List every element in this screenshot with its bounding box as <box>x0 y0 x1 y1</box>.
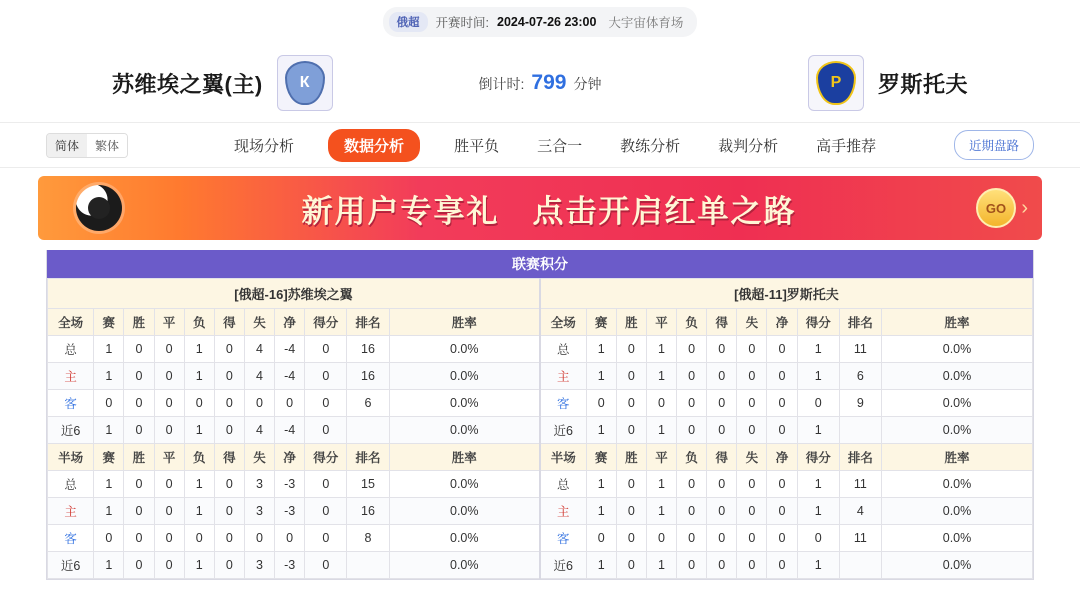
cell: 11 <box>839 525 881 552</box>
cell: 0 <box>767 390 797 417</box>
table-row <box>48 417 1033 444</box>
cell: 16 <box>347 498 389 525</box>
cell: 0.0% <box>389 336 540 363</box>
cell <box>839 417 881 444</box>
kickoff-label: 开赛时间: <box>435 16 490 30</box>
cell: 4 <box>839 498 881 525</box>
home-half-col-10: 胜率 <box>389 444 540 471</box>
cell: 0 <box>275 390 305 417</box>
cell: 1 <box>94 336 124 363</box>
cell: 0 <box>737 390 767 417</box>
cell: 0 <box>767 498 797 525</box>
cell: 1 <box>184 336 214 363</box>
cell: 3 <box>244 552 274 579</box>
home-full-col-8: 得分 <box>305 309 347 336</box>
cell: 0 <box>124 390 154 417</box>
league-standings-panel <box>46 250 1034 580</box>
home-half-col-7: 净 <box>275 444 305 471</box>
home-half-col-8: 得分 <box>305 444 347 471</box>
cell: 0 <box>154 498 184 525</box>
cell: -4 <box>275 363 305 390</box>
cell: 0 <box>616 525 646 552</box>
home-half-row3-label: 近6 <box>48 552 94 579</box>
cell: 0 <box>305 525 347 552</box>
lang-simplified[interactable]: 简体 <box>47 134 87 157</box>
cell: 0 <box>616 417 646 444</box>
cell: 11 <box>839 471 881 498</box>
cell: 0 <box>154 363 184 390</box>
cell: 0 <box>737 498 767 525</box>
cell: 0 <box>797 525 839 552</box>
cell: 0 <box>124 498 154 525</box>
cell: 0 <box>707 390 737 417</box>
table-row <box>48 390 1033 417</box>
cell: 1 <box>94 363 124 390</box>
cell: 0.0% <box>882 498 1033 525</box>
home-full-col-1: 赛 <box>94 309 124 336</box>
cell: 0 <box>767 363 797 390</box>
cell: 0 <box>124 471 154 498</box>
cell: -3 <box>275 552 305 579</box>
home-full-col-7: 净 <box>275 309 305 336</box>
cell: 1 <box>797 498 839 525</box>
cell: 0 <box>305 471 347 498</box>
cell: 1 <box>586 417 616 444</box>
cell: 0 <box>707 363 737 390</box>
cell: 0 <box>767 525 797 552</box>
cell: 0 <box>124 363 154 390</box>
cell: 1 <box>646 336 676 363</box>
home-full-col-2: 胜 <box>124 309 154 336</box>
table-row <box>48 471 1033 498</box>
cell: 0 <box>214 336 244 363</box>
cell: 0 <box>305 363 347 390</box>
home-full-col-5: 得 <box>214 309 244 336</box>
cell: 4 <box>244 336 274 363</box>
cell: 0 <box>124 552 154 579</box>
away-team[interactable] <box>808 55 968 111</box>
home-full-col-10: 胜率 <box>389 309 540 336</box>
cell: 4 <box>244 417 274 444</box>
table-row <box>48 363 1033 390</box>
cell: 0.0% <box>882 471 1033 498</box>
cell: 0 <box>94 525 124 552</box>
cell: 0 <box>707 417 737 444</box>
home-full-col-4: 负 <box>184 309 214 336</box>
away-full-col-10: 胜率 <box>882 309 1033 336</box>
away-full-col-8: 得分 <box>797 309 839 336</box>
cell: 0 <box>677 363 707 390</box>
cell: 0 <box>305 390 347 417</box>
away-team-logo <box>808 55 864 111</box>
cell: 3 <box>244 498 274 525</box>
cell: 0 <box>737 336 767 363</box>
cell: 3 <box>244 471 274 498</box>
cell: 16 <box>347 336 389 363</box>
cell: 0 <box>305 336 347 363</box>
cell: 15 <box>347 471 389 498</box>
venue-name: 大宇宙体育场 <box>608 16 684 30</box>
table-row <box>48 336 1033 363</box>
cell: 9 <box>839 390 881 417</box>
home-crest-icon: К <box>285 61 325 105</box>
away-full-col-5: 得 <box>707 309 737 336</box>
cell: 0 <box>737 525 767 552</box>
cell <box>839 552 881 579</box>
cell: -4 <box>275 336 305 363</box>
nav-item-data-analysis[interactable]: 数据分析 <box>328 129 420 162</box>
cell: 0 <box>677 336 707 363</box>
cell: 1 <box>184 498 214 525</box>
cell: 0 <box>616 336 646 363</box>
away-half-col-7: 净 <box>767 444 797 471</box>
cell: 0 <box>124 525 154 552</box>
cell: 0 <box>214 363 244 390</box>
lang-traditional[interactable]: 繁体 <box>87 134 127 157</box>
away-full-col-3: 平 <box>646 309 676 336</box>
home-half-col-9: 排名 <box>347 444 389 471</box>
cell: 1 <box>94 498 124 525</box>
countdown-unit: 分钟 <box>573 76 602 92</box>
cell: -4 <box>275 417 305 444</box>
away-half-col-8: 得分 <box>797 444 839 471</box>
home-half-row2-label: 客 <box>48 525 94 552</box>
football-icon <box>76 185 122 231</box>
cell: -3 <box>275 471 305 498</box>
away-half-col-4: 负 <box>677 444 707 471</box>
main-nav <box>0 122 1080 168</box>
cell: 0 <box>214 471 244 498</box>
cell: 6 <box>347 390 389 417</box>
away-standings-header: [俄超-11]罗斯托夫 <box>540 279 1033 309</box>
table-row <box>48 552 1033 579</box>
cell: 1 <box>94 552 124 579</box>
cell: 0 <box>677 417 707 444</box>
nav-item-coach-analysis[interactable]: 教练分析 <box>620 137 681 155</box>
away-half-col-5: 得 <box>707 444 737 471</box>
home-half-col-0: 半场 <box>48 444 94 471</box>
away-full-col-0: 全场 <box>540 309 586 336</box>
nav-item-three-in-one[interactable]: 三合一 <box>537 137 583 155</box>
cell: 0 <box>677 525 707 552</box>
cell: 0 <box>154 525 184 552</box>
cell: 0 <box>707 471 737 498</box>
away-half-col-3: 平 <box>646 444 676 471</box>
home-half-row0-label: 总 <box>48 471 94 498</box>
cell <box>347 417 389 444</box>
cell: 0.0% <box>389 471 540 498</box>
home-half-row1-label: 主 <box>48 498 94 525</box>
cell: 1 <box>797 552 839 579</box>
home-full-row0-label: 总 <box>48 336 94 363</box>
cell: 6 <box>839 363 881 390</box>
table-row <box>48 525 1033 552</box>
cell: 0.0% <box>389 525 540 552</box>
home-team[interactable] <box>112 55 333 111</box>
home-half-col-4: 负 <box>184 444 214 471</box>
cell: 0.0% <box>882 525 1033 552</box>
cell: 0.0% <box>389 498 540 525</box>
cell: 0 <box>305 498 347 525</box>
cell: 1 <box>184 363 214 390</box>
away-half-col-9: 排名 <box>839 444 881 471</box>
language-toggle[interactable] <box>46 133 128 158</box>
cell: 0 <box>124 336 154 363</box>
home-half-col-3: 平 <box>154 444 184 471</box>
away-half-row2-label: 客 <box>540 525 586 552</box>
countdown-value: 799 <box>531 71 567 94</box>
cell: 1 <box>797 417 839 444</box>
table-row <box>48 498 1033 525</box>
cell: 1 <box>797 363 839 390</box>
cell: 0 <box>305 552 347 579</box>
teams-row <box>0 44 1080 122</box>
cell: 1 <box>646 552 676 579</box>
cell: 1 <box>586 471 616 498</box>
away-full-col-6: 失 <box>737 309 767 336</box>
cell: 0 <box>797 390 839 417</box>
cell: 0 <box>767 336 797 363</box>
cell: 1 <box>586 552 616 579</box>
cell: 0.0% <box>882 363 1033 390</box>
cell: 0 <box>154 336 184 363</box>
home-standings-header: [俄超-16]苏维埃之翼 <box>48 279 540 309</box>
home-full-col-9: 排名 <box>347 309 389 336</box>
away-half-row1-label: 主 <box>540 498 586 525</box>
cell: 0 <box>154 390 184 417</box>
cell: 1 <box>184 552 214 579</box>
home-half-col-5: 得 <box>214 444 244 471</box>
cell: 16 <box>347 363 389 390</box>
away-half-col-1: 赛 <box>586 444 616 471</box>
away-full-col-7: 净 <box>767 309 797 336</box>
nav-item-win-draw-lose[interactable]: 胜平负 <box>454 137 500 155</box>
cell: 0 <box>154 471 184 498</box>
cell: 0 <box>616 498 646 525</box>
cell: 0 <box>737 417 767 444</box>
team-header-row <box>48 279 1033 309</box>
cell: 1 <box>797 471 839 498</box>
cell: 0 <box>184 390 214 417</box>
cell: 0 <box>707 552 737 579</box>
countdown-label: 倒计时: <box>478 76 525 92</box>
match-meta <box>383 7 698 37</box>
away-full-col-1: 赛 <box>586 309 616 336</box>
cell: 0 <box>677 471 707 498</box>
cell: 0.0% <box>389 552 540 579</box>
recent-odds-button[interactable]: 近期盘路 <box>954 130 1034 160</box>
cell: 1 <box>646 498 676 525</box>
cell: 0 <box>677 390 707 417</box>
match-meta-bar <box>0 0 1080 44</box>
away-full-col-2: 胜 <box>616 309 646 336</box>
nav-item-expert-picks[interactable]: 高手推荐 <box>816 137 877 155</box>
cell: 0 <box>214 552 244 579</box>
cell: 0 <box>767 417 797 444</box>
cell: 0 <box>244 525 274 552</box>
home-full-col-6: 失 <box>244 309 274 336</box>
standings-table <box>47 278 1033 579</box>
away-full-row2-label: 客 <box>540 390 586 417</box>
cell: 0 <box>646 525 676 552</box>
nav-item-referee-analysis[interactable]: 裁判分析 <box>718 137 779 155</box>
half-time-column-header-row <box>48 444 1033 471</box>
cell: 0.0% <box>389 417 540 444</box>
cell: 0 <box>305 417 347 444</box>
cell: 0 <box>677 552 707 579</box>
standings-body <box>48 279 1033 579</box>
countdown <box>479 71 602 95</box>
cell: 0 <box>154 417 184 444</box>
home-team-name: 苏维埃之翼(主) <box>112 71 263 97</box>
league-tag: 俄超 <box>389 12 428 32</box>
cell: 1 <box>184 417 214 444</box>
cell: 11 <box>839 336 881 363</box>
cell: 0 <box>586 525 616 552</box>
cell: 0.0% <box>882 336 1033 363</box>
cell: 0 <box>707 336 737 363</box>
home-full-row2-label: 客 <box>48 390 94 417</box>
cell <box>347 552 389 579</box>
cell: 0 <box>767 552 797 579</box>
cell: 0 <box>677 498 707 525</box>
away-team-name: 罗斯托夫 <box>877 71 968 97</box>
cell: 1 <box>94 417 124 444</box>
cell: 0.0% <box>882 390 1033 417</box>
cell: 1 <box>797 336 839 363</box>
cell: 4 <box>244 363 274 390</box>
cell: 1 <box>94 471 124 498</box>
away-half-col-2: 胜 <box>616 444 646 471</box>
cell: 0.0% <box>882 552 1033 579</box>
nav-items <box>230 129 880 162</box>
cell: 0 <box>586 390 616 417</box>
full-time-column-header-row <box>48 309 1033 336</box>
promo-go-button[interactable]: GO <box>976 188 1016 228</box>
cell: 0.0% <box>882 417 1033 444</box>
cell: 0 <box>707 525 737 552</box>
away-crest-icon: Р <box>816 61 856 105</box>
cell: 0 <box>737 471 767 498</box>
cell: 1 <box>646 363 676 390</box>
home-full-col-0: 全场 <box>48 309 94 336</box>
home-full-row1-label: 主 <box>48 363 94 390</box>
away-half-col-6: 失 <box>737 444 767 471</box>
cell: 0 <box>767 471 797 498</box>
home-full-col-3: 平 <box>154 309 184 336</box>
cell: 0 <box>616 471 646 498</box>
cell: 0 <box>707 498 737 525</box>
home-half-col-6: 失 <box>244 444 274 471</box>
cell: 1 <box>646 417 676 444</box>
cell: -3 <box>275 498 305 525</box>
cell: 0 <box>184 525 214 552</box>
home-half-col-2: 胜 <box>124 444 154 471</box>
cell: 1 <box>646 471 676 498</box>
cell: 0 <box>124 417 154 444</box>
promo-banner-text: 新用户专享礼 点击开启红单之路 <box>301 193 797 229</box>
cell: 0 <box>214 390 244 417</box>
cell: 0 <box>94 390 124 417</box>
chevron-right-icon: › <box>1021 196 1028 219</box>
cell: 0.0% <box>389 390 540 417</box>
cell: 0 <box>616 390 646 417</box>
kickoff-time: 2024-07-26 23:00 <box>497 15 597 29</box>
cell: 0 <box>737 552 767 579</box>
cell: 0 <box>154 552 184 579</box>
away-half-col-10: 胜率 <box>882 444 1033 471</box>
away-half-col-0: 半场 <box>540 444 586 471</box>
home-team-logo <box>277 55 333 111</box>
cell: 1 <box>586 498 616 525</box>
away-half-row3-label: 近6 <box>540 552 586 579</box>
home-half-col-1: 赛 <box>94 444 124 471</box>
cell: 0 <box>214 498 244 525</box>
cell: 0 <box>737 363 767 390</box>
nav-item-live-analysis[interactable]: 现场分析 <box>234 137 295 155</box>
cell: 1 <box>586 363 616 390</box>
away-full-col-4: 负 <box>677 309 707 336</box>
cell: 1 <box>184 471 214 498</box>
away-full-row0-label: 总 <box>540 336 586 363</box>
home-full-row3-label: 近6 <box>48 417 94 444</box>
panel-title: 联赛积分 <box>47 250 1033 278</box>
cell: 0 <box>214 417 244 444</box>
cell: 0 <box>646 390 676 417</box>
away-half-row0-label: 总 <box>540 471 586 498</box>
cell: 0 <box>616 363 646 390</box>
cell: 0 <box>275 525 305 552</box>
away-full-row1-label: 主 <box>540 363 586 390</box>
away-full-col-9: 排名 <box>839 309 881 336</box>
cell: 0 <box>244 390 274 417</box>
away-full-row3-label: 近6 <box>540 417 586 444</box>
cell: 1 <box>586 336 616 363</box>
cell: 0.0% <box>389 363 540 390</box>
cell: 0 <box>214 525 244 552</box>
cell: 8 <box>347 525 389 552</box>
cell: 0 <box>616 552 646 579</box>
promo-banner[interactable] <box>38 176 1042 240</box>
